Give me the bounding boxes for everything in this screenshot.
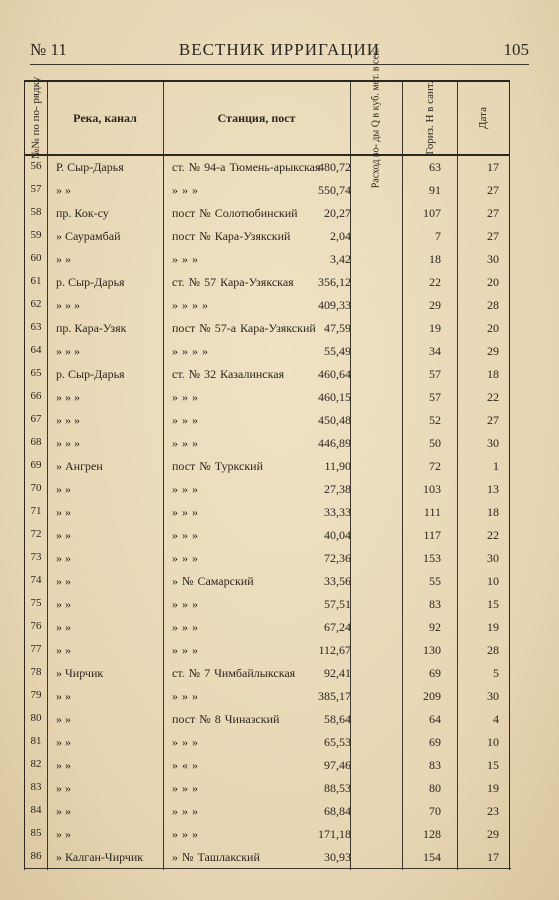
date-value: 22 bbox=[487, 390, 499, 404]
row-number: 75 bbox=[30, 597, 42, 609]
river-name: пр. Кара-Узяк bbox=[56, 321, 127, 335]
flow-value: 2,04 bbox=[330, 229, 351, 243]
level-value: 57 bbox=[429, 390, 441, 404]
table-row bbox=[25, 662, 509, 685]
river-name: » Чирчик bbox=[56, 666, 104, 680]
header-cell-station: Станция, пост bbox=[217, 110, 296, 125]
river-name: » » » bbox=[56, 436, 80, 450]
river-name: » » bbox=[56, 643, 71, 657]
table-row bbox=[25, 179, 509, 202]
level-value: 209 bbox=[423, 689, 441, 703]
row-number: 61 bbox=[30, 275, 42, 287]
date-value: 5 bbox=[493, 666, 499, 680]
table-row bbox=[25, 731, 509, 754]
level-value: 22 bbox=[429, 275, 441, 289]
table-row bbox=[25, 271, 509, 294]
river-name: » » bbox=[56, 482, 71, 496]
date-value: 15 bbox=[487, 758, 499, 772]
river-name: » » bbox=[56, 781, 71, 795]
station-name: пост № Туркский bbox=[172, 459, 264, 473]
level-value: 117 bbox=[423, 528, 441, 542]
row-number: 64 bbox=[30, 344, 42, 356]
station-name: ст. № 7 Чимбайлыкская bbox=[172, 666, 296, 680]
table-row bbox=[25, 202, 509, 225]
level-value: 91 bbox=[429, 183, 441, 197]
river-name: Р. Сыр-Дарья bbox=[56, 160, 124, 174]
level-value: 130 bbox=[423, 643, 441, 657]
river-name: » Саурамбай bbox=[56, 229, 121, 243]
table-row bbox=[25, 501, 509, 524]
row-number: 85 bbox=[30, 827, 42, 839]
river-name: » » bbox=[56, 758, 71, 772]
level-value: 55 bbox=[429, 574, 441, 588]
row-number: 56 bbox=[30, 160, 42, 172]
level-value: 70 bbox=[429, 804, 441, 818]
row-number: 79 bbox=[30, 689, 42, 701]
river-name: » » » bbox=[56, 413, 80, 427]
table-row bbox=[25, 225, 509, 248]
flow-value: 27,38 bbox=[324, 482, 351, 496]
table-row bbox=[25, 708, 509, 731]
station-name: пост № Солотюбинский bbox=[172, 206, 298, 220]
station-name: » » » bbox=[172, 390, 198, 404]
river-name: » » bbox=[56, 574, 71, 588]
flow-value: 47,59 bbox=[324, 321, 351, 335]
station-name: » » » bbox=[172, 643, 198, 657]
level-value: 69 bbox=[429, 666, 441, 680]
table-row bbox=[25, 524, 509, 547]
level-value: 103 bbox=[423, 482, 441, 496]
page-number: 105 bbox=[503, 40, 529, 59]
date-value: 27 bbox=[487, 229, 499, 243]
flow-value: 112,67 bbox=[318, 643, 351, 657]
level-value: 72 bbox=[429, 459, 441, 473]
table-row bbox=[25, 570, 509, 593]
level-value: 83 bbox=[429, 758, 441, 772]
row-number: 86 bbox=[30, 850, 42, 862]
table-row bbox=[25, 639, 509, 662]
table-row bbox=[25, 248, 509, 271]
date-value: 20 bbox=[487, 275, 499, 289]
flow-value: 65,53 bbox=[324, 735, 351, 749]
level-value: 34 bbox=[429, 344, 441, 358]
river-name: » » bbox=[56, 597, 71, 611]
date-value: 10 bbox=[487, 735, 499, 749]
level-value: 52 bbox=[429, 413, 441, 427]
date-value: 15 bbox=[487, 597, 499, 611]
station-name: » » » bbox=[172, 735, 198, 749]
row-number: 57 bbox=[30, 183, 42, 195]
date-value: 4 bbox=[493, 712, 499, 726]
table-row bbox=[25, 455, 509, 478]
level-value: 7 bbox=[435, 229, 441, 243]
table-row bbox=[25, 846, 509, 869]
level-value: 29 bbox=[429, 298, 441, 312]
date-value: 28 bbox=[487, 643, 499, 657]
row-number: 80 bbox=[30, 712, 42, 724]
row-number: 66 bbox=[30, 390, 42, 402]
flow-value: 3,42 bbox=[330, 252, 351, 266]
river-name: р. Сыр-Дарья bbox=[56, 275, 125, 289]
date-value: 27 bbox=[487, 206, 499, 220]
station-name: » » » bbox=[172, 528, 198, 542]
river-name: » » bbox=[56, 735, 71, 749]
flow-value: 40,04 bbox=[324, 528, 351, 542]
table-row bbox=[25, 409, 509, 432]
row-number: 76 bbox=[30, 620, 42, 632]
date-value: 17 bbox=[487, 160, 499, 174]
date-value: 1 bbox=[493, 459, 499, 473]
date-value: 30 bbox=[487, 689, 499, 703]
level-value: 50 bbox=[429, 436, 441, 450]
level-value: 128 bbox=[423, 827, 441, 841]
table-row bbox=[25, 593, 509, 616]
river-name: » Ангрен bbox=[56, 459, 103, 473]
issue-number: № 11 bbox=[30, 40, 67, 59]
flow-value: 55,49 bbox=[324, 344, 351, 358]
river-name: » » » bbox=[56, 298, 80, 312]
date-value: 20 bbox=[487, 321, 499, 335]
station-name: » » » bbox=[172, 620, 198, 634]
table-row bbox=[25, 432, 509, 455]
flow-value: 30,93 bbox=[324, 850, 351, 864]
flow-value: 171,18 bbox=[318, 827, 351, 841]
station-name: » № Ташлакский bbox=[172, 850, 260, 864]
table-row bbox=[25, 754, 509, 777]
date-value: 27 bbox=[487, 183, 499, 197]
station-name: » » » bbox=[172, 505, 198, 519]
flow-value: 92,41 bbox=[324, 666, 351, 680]
level-value: 69 bbox=[429, 735, 441, 749]
row-number: 67 bbox=[30, 413, 42, 425]
date-value: 10 bbox=[487, 574, 499, 588]
row-number: 69 bbox=[30, 459, 42, 471]
date-value: 28 bbox=[487, 298, 499, 312]
table-row bbox=[25, 823, 509, 846]
date-value: 29 bbox=[487, 344, 499, 358]
station-name: » » » bbox=[172, 436, 198, 450]
flow-value: 57,51 bbox=[324, 597, 351, 611]
station-name: » » » bbox=[172, 252, 198, 266]
station-name: » » » bbox=[172, 413, 198, 427]
level-value: 63 bbox=[429, 160, 441, 174]
flow-value: 409,33 bbox=[318, 298, 351, 312]
level-value: 154 bbox=[423, 850, 441, 864]
station-name: пост № 8 Чиназский bbox=[172, 712, 280, 726]
date-value: 19 bbox=[487, 620, 499, 634]
station-name: ст. № 32 Казалинская bbox=[172, 367, 285, 381]
journal-title: ВЕСТНИК ИРРИГАЦИИ bbox=[178, 40, 381, 59]
header-cell-no: №№ по по- рядку bbox=[30, 76, 42, 160]
date-value: 18 bbox=[487, 505, 499, 519]
row-number: 73 bbox=[30, 551, 42, 563]
date-value: 30 bbox=[487, 252, 499, 266]
station-name: » № Самарский bbox=[172, 574, 254, 588]
station-name: » » » bbox=[172, 597, 198, 611]
row-number: 83 bbox=[30, 781, 42, 793]
row-number: 84 bbox=[30, 804, 42, 816]
row-number: 58 bbox=[30, 206, 42, 218]
table-row bbox=[25, 800, 509, 823]
station-name: » » » » bbox=[172, 298, 208, 312]
row-number: 82 bbox=[30, 758, 42, 770]
level-value: 18 bbox=[429, 252, 441, 266]
river-name: » » bbox=[56, 528, 71, 542]
station-name: » « » bbox=[172, 758, 198, 772]
date-value: 23 bbox=[487, 804, 499, 818]
level-value: 80 bbox=[429, 781, 441, 795]
flow-value: 480,72 bbox=[318, 160, 351, 174]
date-value: 18 bbox=[487, 367, 499, 381]
date-value: 30 bbox=[487, 436, 499, 450]
table-row bbox=[25, 685, 509, 708]
river-name: » » bbox=[56, 712, 71, 726]
river-name: » » » bbox=[56, 344, 80, 358]
station-name: ст. № 57 Кара-Узякская bbox=[172, 275, 294, 289]
row-number: 63 bbox=[30, 321, 42, 333]
table-row bbox=[25, 317, 509, 340]
date-value: 30 bbox=[487, 551, 499, 565]
header-cell-date: Дата bbox=[477, 107, 489, 129]
table-row bbox=[25, 616, 509, 639]
row-number: 62 bbox=[30, 298, 42, 310]
station-name: » » » bbox=[172, 689, 198, 703]
level-value: 111 bbox=[423, 505, 441, 519]
page-header bbox=[30, 36, 529, 65]
level-value: 57 bbox=[429, 367, 441, 381]
table-row bbox=[25, 386, 509, 409]
table-row bbox=[25, 363, 509, 386]
level-value: 64 bbox=[429, 712, 441, 726]
row-number: 70 bbox=[30, 482, 42, 494]
flow-value: 446,89 bbox=[318, 436, 351, 450]
station-name: пост № 57-а Кара-Узякский bbox=[172, 321, 316, 335]
bottom-rule bbox=[24, 868, 511, 869]
flow-value: 97,46 bbox=[324, 758, 351, 772]
table-row bbox=[25, 156, 509, 179]
row-number: 71 bbox=[30, 505, 42, 517]
date-value: 19 bbox=[487, 781, 499, 795]
flow-value: 356,12 bbox=[318, 275, 351, 289]
river-name: » » bbox=[56, 689, 71, 703]
header-cell-river: Река, канал bbox=[73, 110, 137, 125]
row-number: 60 bbox=[30, 252, 42, 264]
river-name: » » bbox=[56, 551, 71, 565]
station-name: » » » bbox=[172, 183, 198, 197]
station-name: пост № Кара-Узякский bbox=[172, 229, 291, 243]
row-number: 59 bbox=[30, 229, 42, 241]
river-name: » » bbox=[56, 620, 71, 634]
table-row bbox=[25, 777, 509, 800]
river-name: » » bbox=[56, 183, 71, 197]
row-number: 81 bbox=[30, 735, 42, 747]
row-number: 72 bbox=[30, 528, 42, 540]
table-row bbox=[25, 340, 509, 363]
date-value: 27 bbox=[487, 413, 499, 427]
river-name: р. Сыр-Дарья bbox=[56, 367, 125, 381]
flow-value: 385,17 bbox=[318, 689, 351, 703]
level-value: 107 bbox=[423, 206, 441, 220]
flow-value: 72,36 bbox=[324, 551, 351, 565]
header-cell-flow: Расход во- ды Q в куб. мет. в сек. bbox=[370, 47, 382, 189]
flow-value: 450,48 bbox=[318, 413, 351, 427]
date-value: 29 bbox=[487, 827, 499, 841]
station-name: » » » bbox=[172, 482, 198, 496]
table-row bbox=[25, 547, 509, 570]
level-value: 19 bbox=[429, 321, 441, 335]
river-name: » » » bbox=[56, 390, 80, 404]
station-name: » » » bbox=[172, 804, 198, 818]
level-value: 153 bbox=[423, 551, 441, 565]
flow-value: 460,64 bbox=[318, 367, 351, 381]
station-name: » » » » bbox=[172, 344, 208, 358]
river-name: » » bbox=[56, 827, 71, 841]
date-value: 22 bbox=[487, 528, 499, 542]
river-name: » » bbox=[56, 505, 71, 519]
row-number: 65 bbox=[30, 367, 42, 379]
flow-value: 88,53 bbox=[324, 781, 351, 795]
row-number: 68 bbox=[30, 436, 42, 448]
level-value: 92 bbox=[429, 620, 441, 634]
date-value: 17 bbox=[487, 850, 499, 864]
date-value: 13 bbox=[487, 482, 499, 496]
river-name: пр. Кок-су bbox=[56, 206, 109, 220]
flow-value: 58,64 bbox=[324, 712, 351, 726]
flow-value: 11,90 bbox=[324, 459, 351, 473]
flow-value: 33,56 bbox=[324, 574, 351, 588]
flow-value: 460,15 bbox=[318, 390, 351, 404]
flow-value: 20,27 bbox=[324, 206, 351, 220]
river-name: » » bbox=[56, 804, 71, 818]
station-name: » » » bbox=[172, 827, 198, 841]
table-row bbox=[25, 294, 509, 317]
flow-value: 67,24 bbox=[324, 620, 351, 634]
row-number: 78 bbox=[30, 666, 42, 678]
header-cell-level: Гориз. Н в сант. bbox=[423, 81, 436, 155]
row-number: 74 bbox=[30, 574, 42, 586]
level-value: 83 bbox=[429, 597, 441, 611]
river-name: » » bbox=[56, 252, 71, 266]
river-name: » Калган-Чирчик bbox=[56, 850, 144, 864]
station-name: » » » bbox=[172, 551, 198, 565]
station-name: » » » bbox=[172, 781, 198, 795]
station-name: ст. № 94-а Тюмень-арыкская bbox=[172, 160, 321, 174]
flow-value: 33,33 bbox=[324, 505, 351, 519]
flow-value: 550,74 bbox=[318, 183, 351, 197]
row-number: 77 bbox=[30, 643, 42, 655]
flow-value: 68,84 bbox=[324, 804, 351, 818]
table-row bbox=[25, 478, 509, 501]
